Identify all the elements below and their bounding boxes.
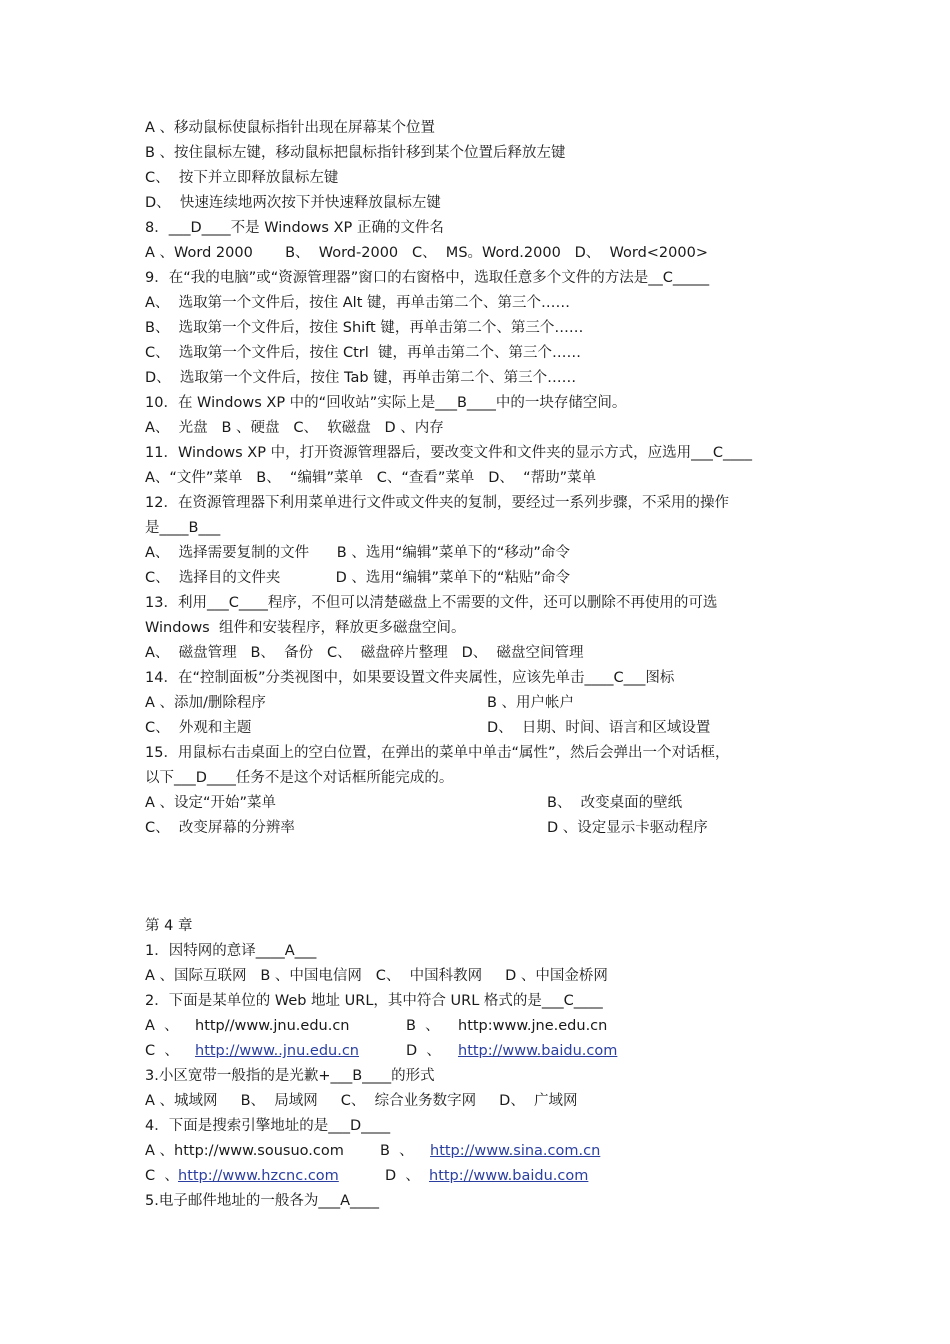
option-c-label: C 、 [145,1168,179,1184]
option-a-label: A 、 [145,1018,179,1034]
text-line: C、 选取第一个文件后，按住 Ctrl 键，再单击第二个、第三个…… [145,345,581,361]
question-line: 15．用鼠标右击桌面上的空白位置，在弹出的菜单中单击“属性”，然后会弹出一个对话框， [145,745,730,761]
option-d-label: D 、 [406,1043,441,1059]
chapter-title: 第 4 章 [145,918,193,934]
option-b: B、 改变桌面的壁纸 [547,795,683,811]
option-a: A 、添加/删除程序 [145,695,266,711]
option-c: C、 外观和主题 [145,720,252,736]
options-line: A 、国际互联网 B 、中国电信网 C、 中国科教网 D 、中国金桥网 [145,968,608,984]
option-a-url: http//www.jnu.edu.cn [195,1018,350,1034]
option-d-link[interactable]: http://www.baidu.com [458,1043,618,1059]
options-line: A、“文件”菜单 B、 “编辑”菜单 C、“查看”菜单 D、 “帮助”菜单 [145,470,597,486]
option-c-label: C 、 [145,1043,179,1059]
option-b: B 、用户帐户 [487,695,575,711]
text-line: C、 按下并立即释放鼠标左键 [145,170,339,186]
option-d-link[interactable]: http://www.baidu.com [429,1168,589,1184]
option-b-label: B 、 [380,1143,414,1159]
text-line: D、 选取第一个文件后，按住 Tab 键，再单击第二个、第三个…… [145,370,577,386]
question-line: 10．在 Windows XP 中的“回收站”实际上是___B____中的一块存储空间。 [145,395,627,411]
question-line: 以下___D____任务不是这个对话框所能完成的。 [145,770,454,786]
options-line: A、 选择需要复制的文件 B 、选用“编辑”菜单下的“移动”命令 [145,545,570,561]
options-line: A、 磁盘管理 B、 备份 C、 磁盘碎片整理 D、 磁盘空间管理 [145,645,584,661]
option-a: A 、http://www.sousuo.com [145,1143,344,1159]
question-line: 4．下面是搜索引擎地址的是___D____ [145,1118,391,1134]
question-line: Windows 组件和安装程序，释放更多磁盘空间。 [145,620,466,636]
text-line: A 、移动鼠标使鼠标指针出现在屏幕某个位置 [145,120,436,136]
option-d-label: D 、 [385,1168,420,1184]
question-line: 13．利用___C____程序，不但可以清楚磁盘上不需要的文件，还可以删除不再使用的可选 [145,595,718,611]
text-line: B、 选取第一个文件后，按住 Shift 键，再单击第二个、第三个…… [145,320,584,336]
text-line: A、 选取第一个文件后，按住 Alt 键，再单击第二个、第三个…… [145,295,570,311]
option-c-link[interactable]: http://www..jnu.edu.cn [195,1043,359,1059]
option-d: D、 日期、时间、语言和区域设置 [487,720,711,736]
option-c-link[interactable]: http://www.hzcnc.com [178,1168,339,1184]
question-line: 12．在资源管理器下利用菜单进行文件或文件夹的复制，要经过一系列步骤，不采用的操作 [145,495,729,511]
option-b-link[interactable]: http://www.sina.com.cn [430,1143,601,1159]
option-c: C、 改变屏幕的分辨率 [145,820,295,836]
option-b-url: http:www.jne.edu.cn [458,1018,608,1034]
options-line: A 、Word 2000 B、 Word-2000 C、 MS。Word.2000 D、 Word<2000> [145,245,708,261]
question-line: 11．Windows XP 中，打开资源管理器后，要改变文件和文件夹的显示方式，应选用___C____ [145,445,752,461]
option-b-label: B 、 [406,1018,440,1034]
question-line: 是____B___ [145,520,221,536]
question-line: 14．在“控制面板”分类视图中，如果要设置文件夹属性，应该先单击____C___图标 [145,670,675,686]
text-line: B 、按住鼠标左键，移动鼠标把鼠标指针移到某个位置后释放左键 [145,145,566,161]
options-line: A 、城域网 B、 局域网 C、 综合业务数字网 D、 广域网 [145,1093,578,1109]
options-line: A、 光盘 B 、硬盘 C、 软磁盘 D 、内存 [145,420,444,436]
question-line: 2．下面是某单位的 Web 地址 URL，其中符合 URL 格式的是___C____ [145,993,603,1009]
question-line: 3.小区宽带一般指的是光歉+___B____的形式 [145,1068,435,1084]
question-line: 9．在“我的电脑”或“资源管理器”窗口的右窗格中，选取任意多个文件的方法是__C_____ [145,270,710,286]
options-line: C、 选择目的文件夹 D 、选用“编辑”菜单下的“粘贴”命令 [145,570,570,586]
question-line: 1．因特网的意译____A___ [145,943,317,959]
option-a: A 、设定“开始”菜单 [145,795,277,811]
question-line: 5.电子邮件地址的一般各为___A____ [145,1193,380,1209]
option-d: D 、设定显示卡驱动程序 [547,820,708,836]
text-line: D、 快速连续地两次按下并快速释放鼠标左键 [145,195,441,211]
question-line: 8．___D____不是 Windows XP 正确的文件名 [145,220,444,236]
